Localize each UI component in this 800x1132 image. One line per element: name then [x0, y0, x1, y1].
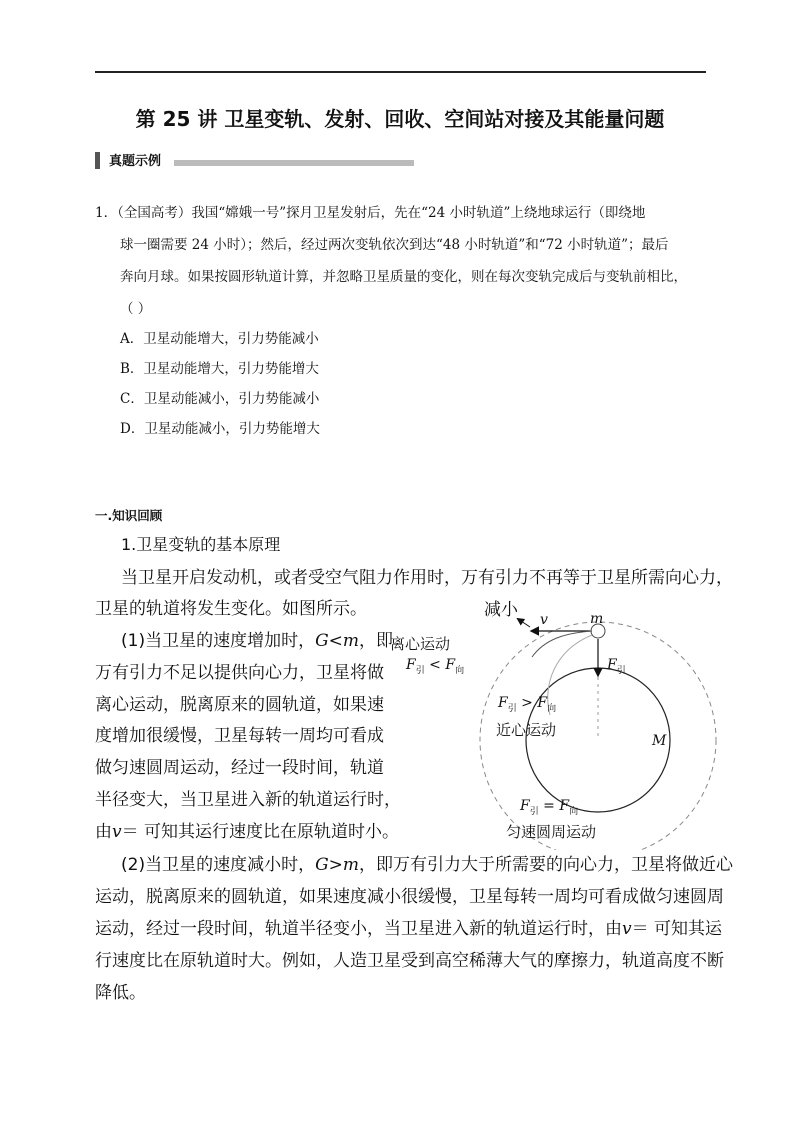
f-pull-sub: 引 — [616, 665, 626, 676]
question-line-2: 球一圈需要 24 小时）；然后，经过两次变轨依次到达“48 小时轨道”和“72 小时轨道”；最后 — [120, 237, 669, 253]
para2-line-6: 半径变大，当卫星进入新的轨道运行时， — [95, 790, 401, 810]
f-lt-f: F — [406, 657, 416, 673]
para3-text-a3: 运动，经过一段时间，轨道半径变小，当卫星进入新的轨道运行时，由 — [95, 919, 622, 939]
para1-line-2: 卫星的轨道将发生变化。如图所示。 — [95, 599, 367, 619]
f-gt-op: > F — [516, 695, 548, 711]
f-lt-sub2: 向 — [455, 665, 465, 676]
para1-line-1: 当卫星开启发动机，或者受空气阻力作用时，万有引力不再等于卫星所需向心力， — [121, 568, 733, 588]
para3-line-5: 降低。 — [95, 983, 146, 1003]
f-eq-op: = F — [538, 798, 570, 814]
option-c: C．卫星动能减小，引力势能减小 — [120, 391, 320, 407]
label-centrifugal: 离心运动 — [390, 635, 451, 653]
para2-text-rest: ＝ 可知其运行速度比在原轨道时小。 — [121, 822, 400, 842]
option-b: B．卫星动能增大，引力势能增大 — [120, 361, 319, 377]
label-f-pull — [607, 657, 626, 676]
question-line-4: （ ） — [120, 301, 152, 317]
question-line-1: 1．（全国高考）我国“嫦娥一号”探月卫星发射后，先在“24 小时轨道”上绕地球运行（即绕地 — [95, 205, 646, 221]
f-lt-op: < F — [424, 657, 456, 673]
para2-line-7 — [95, 822, 399, 842]
formula-v-2: v — [622, 919, 632, 939]
f-eq-sub1: 引 — [529, 806, 539, 817]
para2-line-3: 离心运动，脱离原来的圆轨道，如果速 — [95, 695, 384, 715]
label-f-lt — [406, 657, 464, 676]
formula-v: v — [112, 822, 122, 842]
orbit-diagram — [390, 595, 730, 850]
decrease-arrow — [518, 619, 530, 627]
para2-text-a: (1)当卫星的速度增加时， — [121, 631, 316, 651]
section-label: 真题示例 — [109, 154, 162, 169]
label-m: m — [590, 611, 604, 627]
question-line-3: 奔向月球。如果按圆形轨道计算，并忽略卫星质量的变化，则在每次变轨完成后与变轨前相比， — [120, 269, 687, 285]
formula-g-lt-m: G<m — [315, 631, 360, 651]
f-gt-sub2: 向 — [547, 703, 557, 714]
para3-text-c3: ＝ 可知其运 — [631, 919, 723, 939]
label-M: M — [652, 733, 667, 749]
para3-line-3 — [95, 919, 722, 939]
para2-line-2: 万有引力不足以提供向心力，卫星将做 — [95, 663, 384, 683]
label-decrease: 减小 — [484, 600, 518, 620]
para2-text-c: ，即 — [359, 631, 394, 651]
top-rule — [95, 71, 706, 73]
subheading: 1.卫星变轨的基本原理 — [121, 535, 281, 554]
label-centripetal: 近心运动 — [496, 721, 557, 739]
section-marker — [95, 152, 100, 169]
label-uniform: 匀速圆周运动 — [506, 823, 597, 841]
option-d: D．卫星动能减小，引力势能增大 — [120, 421, 320, 437]
para3-text-a: (2)当卫星的速度减小时， — [121, 855, 316, 875]
knowledge-heading: 一.知识回顾 — [95, 508, 163, 523]
label-f-gt — [498, 695, 556, 714]
para2-line-5: 做匀速圆周运动，经过一段时间，轨道 — [95, 758, 384, 778]
label-f-eq — [520, 798, 578, 817]
para3-text-c: ，即万有引力大于所需要的向心力，卫星将做近心 — [359, 855, 734, 875]
option-a: A．卫星动能增大，引力势能减小 — [120, 331, 319, 347]
f-eq-f: F — [520, 798, 530, 814]
para2-line-4: 度增加很缓慢，卫星每转一周均可看成 — [95, 726, 384, 746]
para2-text-you: 由 — [95, 822, 112, 842]
f-gt-f: F — [498, 695, 508, 711]
f-lt-sub1: 引 — [415, 665, 425, 676]
f-gt-sub1: 引 — [507, 703, 517, 714]
page-title: 第 25 讲 卫星变轨、发射、回收、空间站对接及其能量问题 — [135, 107, 665, 131]
formula-g-gt-m: G>m — [315, 855, 360, 875]
para3-line-4: 行速度比在原轨道时大。例如，人造卫星受到高空稀薄大气的摩擦力，轨道高度不断 — [95, 951, 724, 971]
f-pull-f: F — [607, 657, 617, 673]
f-eq-sub2: 向 — [569, 806, 579, 817]
para2-line-1 — [121, 631, 393, 651]
label-v: v — [540, 612, 548, 628]
para3-line-1 — [121, 855, 733, 875]
section-underline — [174, 160, 414, 166]
para3-line-2: 运动，脱离原来的圆轨道，如果速度减小很缓慢，卫星每转一周均可看成做匀速圆周 — [95, 887, 724, 907]
centrifugal-path — [532, 631, 592, 657]
